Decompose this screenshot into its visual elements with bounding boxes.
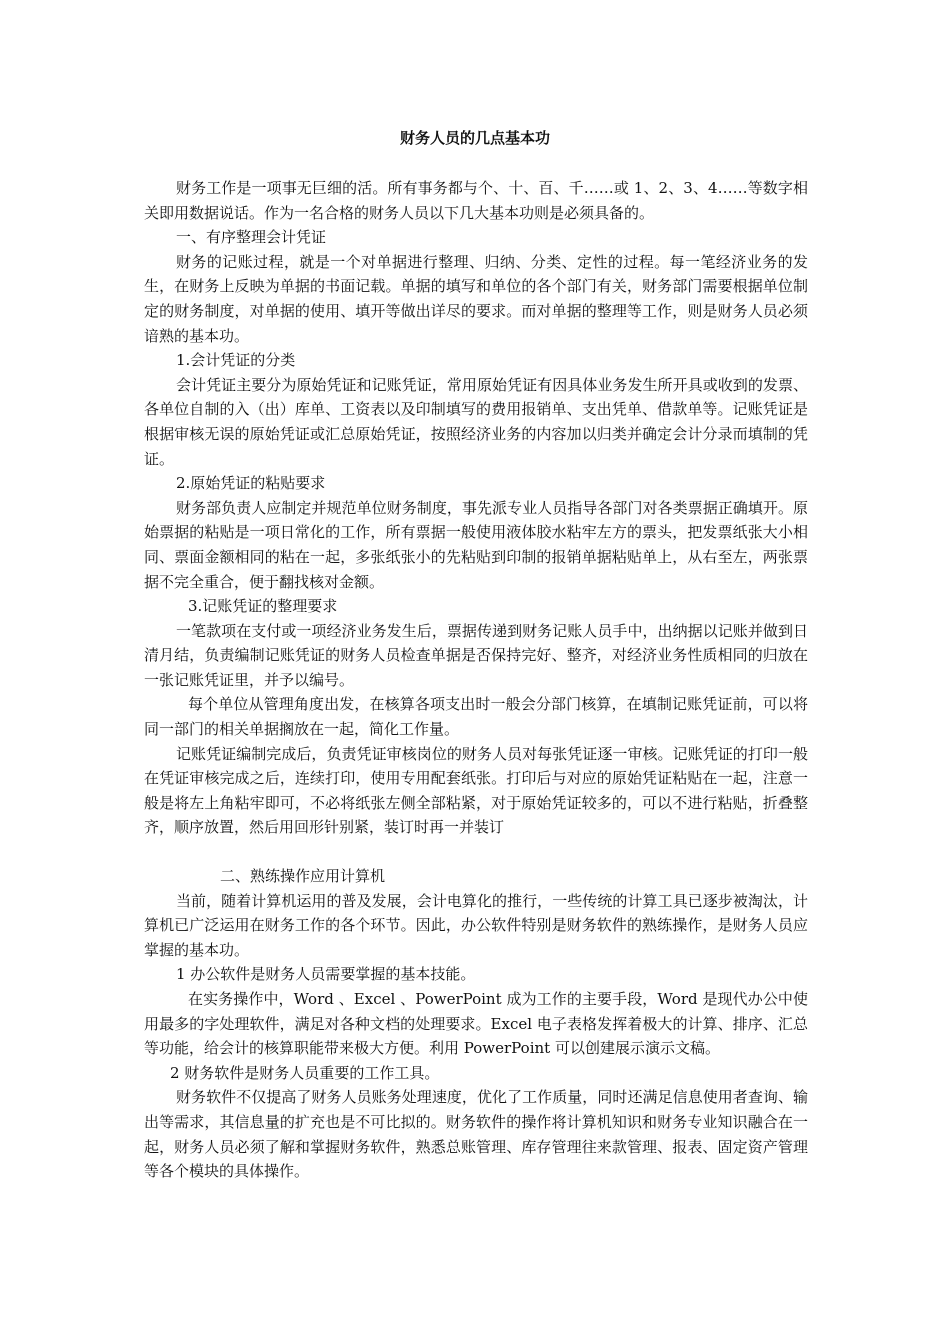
paragraph: 每个单位从管理角度出发，在核算各项支出时一般会分部门核算，在填制记账凭证前，可以将同一部门的相关单据搁放在一起，简化工作量。 xyxy=(144,695,808,739)
paragraph: 会计凭证主要分为原始凭证和记账凭证，常用原始凭证有因具体业务发生所开具或收到的发票、各单位自制的入（出）库单、工资表以及印制填写的费用报销单、支出凭单、借款单等。记账凭证是根据审核无误的原始凭证或汇总原始凭证，按照经济业务的内容加以归类并确定会计分录而填制的凭证。 xyxy=(144,375,808,468)
subsection-heading: 2 财务软件是财务人员重要的工作工具。 xyxy=(170,1063,440,1082)
subsection-heading: 3.记账凭证的整理要求 xyxy=(188,597,338,616)
paragraph: 在实务操作中，Word 、Excel 、PowerPoint 成为工作的主要手段，Word 是现代办公中使用最多的字处理软件，满足对各种文档的处理要求。Excel 电子表格发挥着极大的计算、排序、汇总等功能，给会计的核算职能带来极大方便。利用 PowerPoint 可以创建展示演示文稿。 xyxy=(144,990,808,1058)
paragraph: 当前，随着计算机运用的普及发展，会计电算化的推行，一些传统的计算工具已逐步被淘汰，计算机已广泛运用在财务工作的各个环节。因此，办公软件特别是财务软件的熟练操作，是财务人员应掌握的基本功。 xyxy=(144,891,808,959)
paragraph: 财务软件不仅提高了财务人员账务处理速度，优化了工作质量，同时还满足信息使用者查询、输出等需求，其信息量的扩充也是不可比拟的。财务软件的操作将计算机知识和财务专业知识融合在一起，财务人员必须了解和掌握财务软件，熟悉总账管理、库存管理往来款管理、报表、固定资产管理等各个模块的具体操作。 xyxy=(144,1088,808,1181)
paragraph: 财务部负责人应制定并规范单位财务制度，事先派专业人员指导各部门对各类票据正确填开。原始票据的粘贴是一项日常化的工作，所有票据一般使用液体胶水粘牢左方的票头，把发票纸张大小相同、票面金额相同的粘在一起，多张纸张小的先粘贴到印制的报销单据粘贴单上，从右至左，两张票据不完全重合，便于翻找核对金额。 xyxy=(144,498,808,591)
paragraph: 记账凭证编制完成后，负责凭证审核岗位的财务人员对每张凭证逐一审核。记账凭证的打印一般在凭证审核完成之后，连续打印，使用专用配套纸张。打印后与对应的原始凭证粘贴在一起，注意一般是将左上角粘牢即可，不必将纸张左侧全部粘紧，对于原始凭证较多的，可以不进行粘贴，折叠整齐，顺序放置，然后用回形针别紧，装订时再一并装订 xyxy=(144,744,808,837)
intro-paragraph: 财务工作是一项事无巨细的活。所有事务都与个、十、百、千……或 1、2、3、4……等数字相关即用数据说话。作为一名合格的财务人员以下几大基本功则是必须具备的。 xyxy=(144,179,808,222)
document-title: 财务人员的几点基本功 xyxy=(399,129,550,147)
section-heading-2: 二、熟练操作应用计算机 xyxy=(220,867,386,886)
subsection-heading: 1.会计凭证的分类 xyxy=(176,351,296,370)
section-heading-1: 一、有序整理会计凭证 xyxy=(176,228,327,247)
subsection-heading: 2.原始凭证的粘贴要求 xyxy=(176,474,326,493)
document-body xyxy=(144,176,808,1184)
paragraph: 一笔款项在支付或一项经济业务发生后，票据传递到财务记账人员手中，出纳据以记账并做到日清月结，负责编制记账凭证的财务人员检查单据是否保持完好、整齐，对经济业务性质相同的归放在一张记账凭证里，并予以编号。 xyxy=(144,621,808,689)
subsection-heading: 1 办公软件是财务人员需要掌握的基本技能。 xyxy=(176,965,476,984)
paragraph: 财务的记账过程，就是一个对单据进行整理、归纳、分类、定性的过程。每一笔经济业务的发生，在财务上反映为单据的书面记载。单据的填写和单位的各个部门有关，财务部门需要根据单位制定的财务制度，对单据的使用、填开等做出详尽的要求。而对单据的整理等工作，则是财务人员必须谙熟的基本功。 xyxy=(144,252,808,345)
blank-line xyxy=(144,840,808,864)
